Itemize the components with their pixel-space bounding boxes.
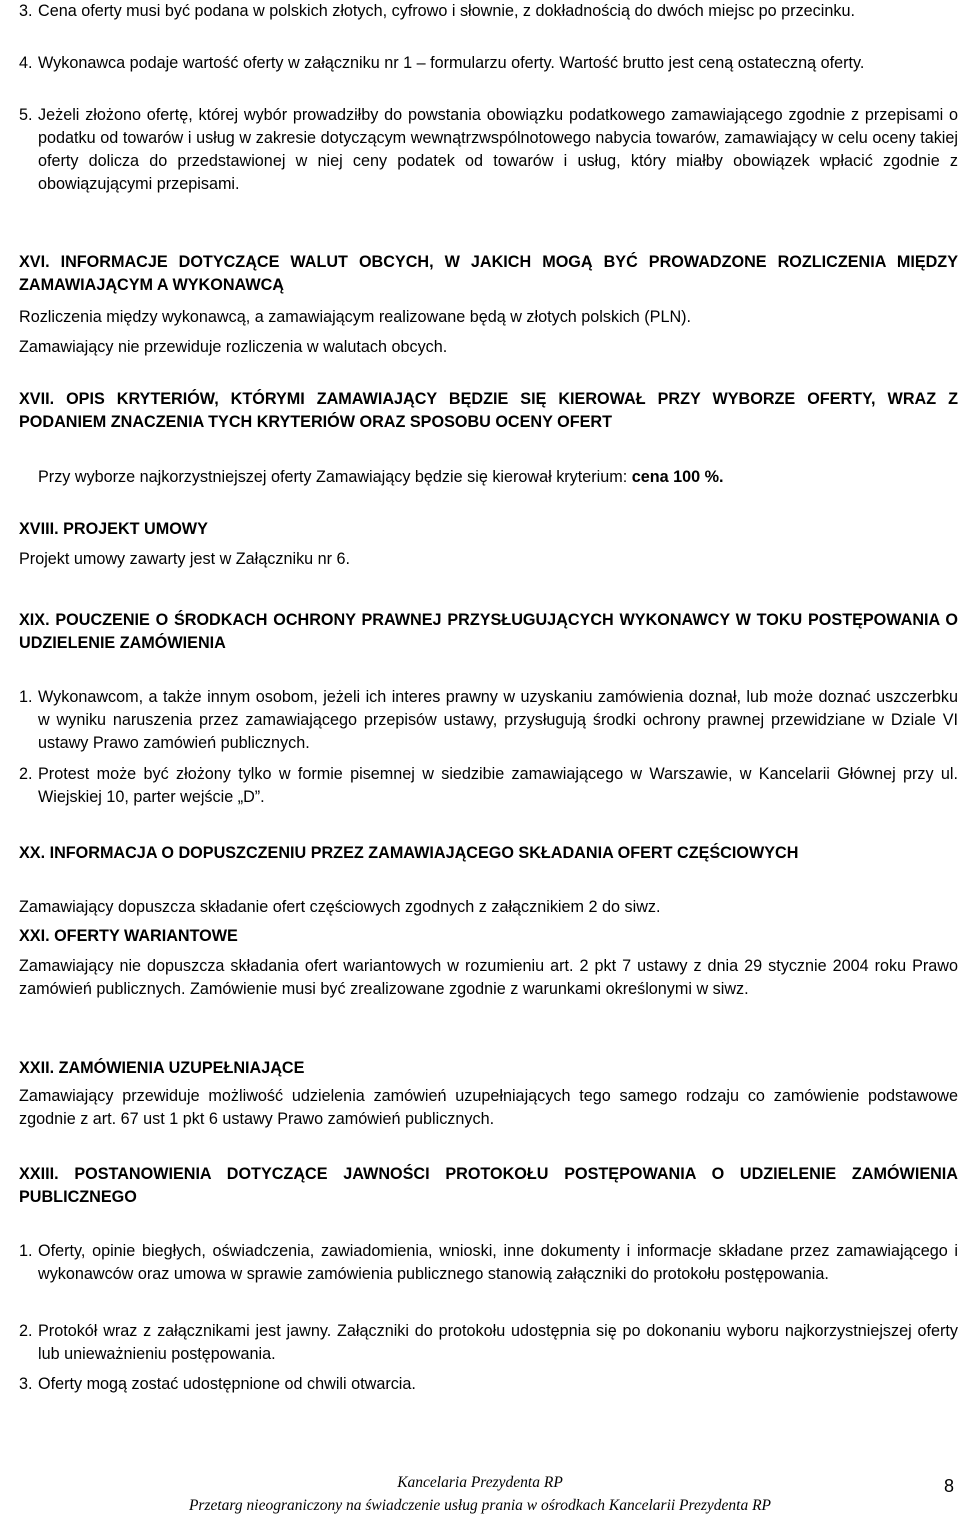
list-item-number: 1. — [19, 1242, 33, 1260]
paragraph: Projekt umowy zawarty jest w Załączniku nr 6. — [19, 550, 351, 568]
list-item-text: Protest może być złożony tylko w formie pisemnej w siedzibie zamawiającego w Warszawie, w Kancelarii Głównej przy ul. Wiejskiej 10, parter wejście „D”. — [38, 765, 958, 806]
list-item — [19, 1240, 958, 1286]
paragraph: Zamawiający nie dopuszcza składania ofert wariantowych w rozumieniu art. 2 pkt 7 ustawy z dnia 29 stycznie 2004 roku Prawo zamówień publicznych. Zamówienie musi być zrealizowane zgodnie z warunkami określonymi w siwz. — [19, 957, 958, 998]
paragraph — [38, 466, 958, 489]
list-item-text: Jeżeli złożono ofertę, której wybór prowadziłby do powstania obowiązku podatkowego zamawiającego zgodnie z przepisami o podatku od towarów i usług w zakresie dotyczącym wewnątrzwspólnotowego nabycia towarów, zamawiający w celu oceny takiej oferty dolicza do przedstawionej w niej ceny podatek od towarów i usług, który miałby obowiązek wpłacić zgodnie z obowiązującymi przepisami. — [38, 106, 958, 193]
list-item-number: 3. — [19, 1375, 33, 1393]
footer-document-title: Przetarg nieograniczony na świadczenie usług prania w ośrodkach Kancelarii Prezydenta RP — [188, 1497, 772, 1514]
section-heading: XVI. INFORMACJE DOTYCZĄCE WALUT OBCYCH, W JAKICH MOGĄ BYĆ PROWADZONE ROZLICZENIA MIĘDZY ZAMAWIAJĄCYM A WYKONAWCĄ — [19, 253, 958, 294]
paragraph: Zamawiający dopuszcza składanie ofert częściowych zgodnych z załącznikiem 2 do siwz. — [19, 898, 661, 916]
list-item-number: 2. — [19, 1322, 33, 1340]
list-item — [19, 763, 958, 809]
list-item-text: Oferty, opinie biegłych, oświadczenia, zawiadomienia, wnioski, inne dokumenty i informacje składane przez zamawiającego i wykonawców oraz umowa w sprawie zamówienia publicznego stanowią załączniki do protokołu postępowania. — [38, 1242, 958, 1283]
section-heading: XXI. OFERTY WARIANTOWE — [19, 927, 238, 945]
list-item-number: 5. — [19, 106, 33, 124]
paragraph: Rozliczenia między wykonawcą, a zamawiającym realizowane będą w złotych polskich (PLN). — [19, 308, 692, 326]
section-heading: XXIII. POSTANOWIENIA DOTYCZĄCE JAWNOŚCI PROTOKOŁU POSTĘPOWANIA O UDZIELENIE ZAMÓWIENIA PUBLICZNEGO — [19, 1165, 958, 1206]
list-item-text: Oferty mogą zostać udostępnione od chwili otwarcia. — [38, 1375, 416, 1393]
paragraph: Zamawiający przewiduje możliwość udzielenia zamówień uzupełniających tego samego rodzaju co zamówienie podstawowe zgodnie z art. 67 ust 1 pkt 6 ustawy Prawo zamówień publicznych. — [19, 1087, 958, 1128]
list-item-number: 1. — [19, 688, 33, 706]
list-item — [19, 1373, 958, 1396]
section-heading: XVIII. PROJEKT UMOWY — [19, 520, 208, 538]
list-item-text: Wykonawca podaje wartość oferty w załączniku nr 1 – formularzu oferty. Wartość brutto jest ceną ostateczną oferty. — [38, 54, 865, 72]
list-item-number: 3. — [19, 2, 33, 20]
list-item-text: Protokół wraz z załącznikami jest jawny. Załączniki do protokołu udostępnia się po dokonaniu wyboru najkorzystniejszej oferty lub unieważnieniu postępowania. — [38, 1322, 958, 1363]
list-item — [19, 52, 958, 75]
list-item-number: 4. — [19, 54, 33, 72]
section-heading: XIX. POUCZENIE O ŚRODKACH OCHRONY PRAWNEJ PRZYSŁUGUJĄCYCH WYKONAWCY W TOKU POSTĘPOWANIA O UDZIELENIE ZAMÓWIENIA — [19, 611, 958, 652]
paragraph: Zamawiający nie przewiduje rozliczenia w walutach obcych. — [19, 338, 448, 356]
list-item — [19, 104, 958, 196]
list-item — [19, 686, 958, 755]
section-heading: XX. INFORMACJA O DOPUSZCZENIU PRZEZ ZAMAWIAJĄCEGO SKŁADANIA OFERT CZĘŚCIOWYCH — [19, 844, 799, 862]
section-heading: XVII. OPIS KRYTERIÓW, KTÓRYMI ZAMAWIAJĄCY BĘDZIE SIĘ KIEROWAŁ PRZY WYBORZE OFERTY, WRAZ Z PODANIEM ZNACZENIA TYCH KRYTERIÓW ORAZ SPOSOBU OCENY OFERT — [19, 390, 958, 431]
footer-organization: Kancelaria Prezydenta RP — [397, 1474, 563, 1491]
criterion-text: Przy wyborze najkorzystniejszej oferty Zamawiający będzie się kierował kryterium: — [38, 468, 632, 486]
list-item-text: Wykonawcom, a także innym osobom, jeżeli ich interes prawny w uzyskaniu zamówienia doznał, lub może doznać uszczerbku w wyniku naruszenia przez zamawiającego przepisów ustawy, przysługują środki ochrony prawnej przewidziane w Dziale VI ustawy Prawo zamówień publicznych. — [38, 688, 958, 752]
page-number: 8 — [943, 1476, 954, 1496]
list-item — [19, 0, 958, 23]
list-item — [19, 1320, 958, 1366]
criterion-value: cena 100 %. — [631, 468, 724, 486]
list-item-number: 2. — [19, 765, 33, 783]
section-heading: XXII. ZAMÓWIENIA UZUPEŁNIAJĄCE — [19, 1059, 305, 1077]
list-item-text: Cena oferty musi być podana w polskich złotych, cyfrowo i słownie, z dokładnością do dwóch miejsc po przecinku. — [38, 2, 855, 20]
